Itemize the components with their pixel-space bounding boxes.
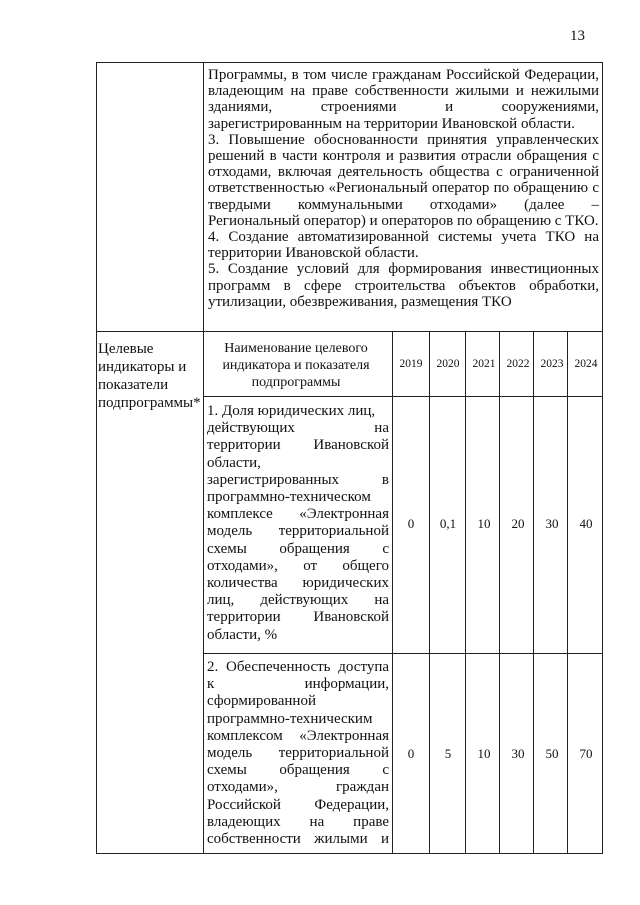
value-cell: 10 <box>477 516 491 531</box>
text-line: области, <box>207 454 261 471</box>
text-line: собственности жилыми и <box>207 831 389 848</box>
value-cell: 50 <box>545 746 559 761</box>
text-line: утилизации, обезвреживания, размещения ТКО <box>208 293 512 310</box>
text-line: решений в части контроля и развития отрасли обращения с <box>208 148 599 165</box>
text-line: Российской Федерации, <box>207 796 389 813</box>
text-line: комплексом «Электронная <box>207 727 389 744</box>
text-line: зданиями, строениями и сооружениями, <box>208 99 599 116</box>
indicators-label: Целевые индикаторы и показатели подпрограммы* <box>98 341 201 411</box>
text-line: схемы обращения с <box>207 540 389 557</box>
text-line: модель территориальной <box>207 745 389 762</box>
text-line: программно-техническим <box>207 710 373 727</box>
value-cell: 0,1 <box>439 516 457 531</box>
value-cell: 0 <box>407 516 415 531</box>
value-cell: 5 <box>444 746 452 761</box>
value-cell: 0 <box>407 746 415 761</box>
value-cell: 70 <box>579 746 593 761</box>
indicator-name-header: Наименование целевого индикатора и показателя подпрограммы <box>222 341 370 390</box>
text-line: программно-техническом <box>207 489 371 506</box>
value-cell: 30 <box>511 746 525 761</box>
page-number: 13 <box>570 28 585 44</box>
text-line: Программы, в том числе гражданам Российской Федерации, <box>208 67 599 83</box>
text-line: модель территориальной <box>207 523 389 540</box>
text-line: твердыми коммунальными отходами» (далее – <box>208 196 599 213</box>
text-line: территории Ивановской области. <box>208 245 419 262</box>
text-line: действующих на <box>207 420 389 437</box>
text-line: территории Ивановской <box>207 609 389 626</box>
text-line: области, % <box>207 626 278 643</box>
text-line: владеющих на праве <box>207 813 389 830</box>
year-header: 2021 <box>472 358 496 370</box>
text-line: сформированной <box>207 693 316 710</box>
text-line: 5. Создание условий для формирования инвестиционных <box>208 261 599 278</box>
text-line: отходами, включая деятельность общества с ограниченной <box>208 164 599 181</box>
year-header: 2019 <box>399 358 423 370</box>
value-cell: 30 <box>545 516 559 531</box>
text-line: 2. Обеспеченность доступа <box>207 659 389 675</box>
text-line: отходами», граждан <box>207 779 389 796</box>
text-line: количества юридических <box>207 575 389 592</box>
indicator-2-text <box>207 659 389 848</box>
year-header: 2022 <box>506 358 530 370</box>
text-line: программ в сфере строительства объектов обработки, <box>208 277 599 294</box>
text-line: ответственностью «Региональный оператор по обращению с <box>208 180 599 197</box>
text-line: комплексе «Электронная <box>207 506 389 523</box>
text-line: территории Ивановской <box>207 437 389 454</box>
text-line: владеющим на праве собственности жилыми и нежилыми <box>208 83 599 100</box>
text-line: лиц, действующих на <box>207 592 389 609</box>
year-header: 2024 <box>574 358 598 370</box>
text-line: к информации, <box>207 676 389 693</box>
value-cell: 10 <box>477 746 491 761</box>
text-line: зарегистрированным на территории Ивановской области. <box>208 115 575 132</box>
text-line: 1. Доля юридических лиц, <box>207 403 376 419</box>
text-line: схемы обращения с <box>207 762 389 779</box>
indicator-1-text <box>207 403 389 644</box>
text-line: отходами», от общего <box>207 557 389 574</box>
year-header: 2023 <box>540 358 564 370</box>
year-header: 2020 <box>436 358 460 370</box>
text-line: 4. Создание автоматизированной системы учета ТКО на <box>208 229 599 246</box>
top-cell-text <box>208 67 599 310</box>
text-line: Региональный оператор) и операторов по обращению с ТКО. <box>208 212 599 229</box>
value-cell: 20 <box>511 516 525 531</box>
value-cell: 40 <box>579 516 593 531</box>
text-line: 3. Повышение обоснованности принятия управленческих <box>208 131 599 148</box>
text-line: зарегистрированных в <box>207 471 389 488</box>
